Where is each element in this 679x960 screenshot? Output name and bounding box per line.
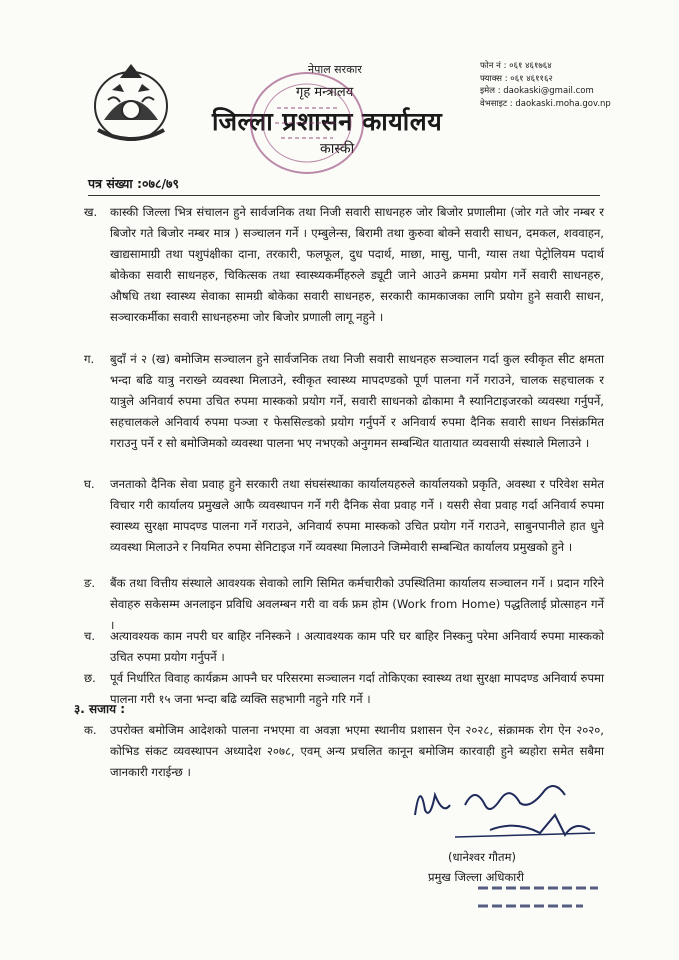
list-marker: च. xyxy=(84,629,96,643)
list-marker: घ. xyxy=(84,477,95,491)
district-name: कास्की xyxy=(320,141,355,157)
phone-text: फोन नं : ०६१ ४६१७६४ xyxy=(480,61,552,71)
website-text: वेभसाइट : daokaski.moha.gov.np xyxy=(480,98,611,109)
list-item-text: उपरोक्त बमोजिम आदेशको पालना नभएमा वा अवज्ञा भएमा स्थानीय प्रशासन ऐन २०२८, संक्रामक रोग ऐन २०२०, कोभिड संकट व्यवस्थापन अध्यादेश २०७८, एवम् अन्य प्रचलित कानून बमोजिम कारवाही हुने ब्यहोरा समेत सबैमा जानकारी गराईन्छ । xyxy=(110,723,604,779)
list-item-kha xyxy=(84,202,604,328)
list-marker: छ. xyxy=(84,671,96,685)
signatory-name: (धानेश्वर गौतम) xyxy=(448,850,516,864)
government-name: नेपाल सरकार xyxy=(308,63,362,76)
list-marker: ख. xyxy=(84,205,98,219)
reference-number: पत्र संख्या :०७८/७९ xyxy=(88,176,180,191)
list-item-gha xyxy=(84,474,604,558)
office-round-stamp xyxy=(247,68,367,178)
nepal-emblem-icon xyxy=(90,60,172,144)
list-item-chha xyxy=(84,668,604,710)
contact-block xyxy=(480,60,611,110)
list-item-text: कास्की जिल्ला भित्र संचालन हुने सार्वजनिक तथा निजी सवारी साधनहरु जोर बिजोर प्रणालीमा (जोर गते जोर नम्बर र बिजोर गते बिजोर नम्बर मात्र ) सञ्चालन गर्ने । एम्बुलेन्स, बिरामी तथा कुरुवा बोक्ने सवारी साधन, दमकल, शववाहन, खाद्यसामाग्री तथा पशुपंक्षीका दाना, तरकारी, फलफूल, दुध पदार्थ, माछा, मासु, पानी, ग्यास तथा पेट्रोलियम पदार्थ बोकेका सवारी साधनहरु, चिकित्सक तथा स्वास्थ्यकर्मीहरुले ड्यूटी जाने आउने क्रममा प्रयोग गर्ने सवारी साधनहरु, औषधि तथा स्वास्थ्य सेवाका सामग्री बोकेका सवारी साधनहरु, सरकारी कामकाजका लागि प्रयोग हुने सवारी साधन, सञ्चारकर्मीका सवारी साधनहरुमा जोर बिजोर प्रणाली लागू नहुने । xyxy=(110,205,604,324)
header-divider xyxy=(88,195,600,196)
handwritten-signature xyxy=(395,775,605,845)
email-text: इमेल : daokaski@gmail.com xyxy=(480,86,594,96)
list-item-cha xyxy=(84,626,604,668)
list-marker: ङ. xyxy=(84,576,96,590)
section-title-penalty: ३. सजाय : xyxy=(74,702,126,716)
list-marker: क. xyxy=(84,723,97,737)
ministry-name: गृह मन्त्रालय xyxy=(296,85,354,100)
list-item-text: पूर्व निर्धारित विवाह कार्यक्रम आफ्नै घर परिसरमा सञ्चालन गर्दा तोकिएका स्वास्थ्य तथा सुरक्षा मापदण्ड अनिवार्य रुपमा पालना गरी १५ जना भन्दा बढि व्यक्ति सहभागी नहुने गरि गर्ने । xyxy=(110,671,604,706)
list-item-text: बैंक तथा वित्तीय संस्थाले आवश्यक सेवाको लागि सिमित कर्मचारीको उपस्थितिमा कार्यालय सञ्चालन गर्ने । प्रदान गरिने सेवाहरु सकेसम्म अनलाइन प्रविधि अवलम्बन गरी वा वर्क फ्रम होम (Work from Home) पद्धतिलाई प्रोत्साहन गर्ने । xyxy=(110,576,604,632)
list-item-text: बुदाँ नं २ (ख) बमोजिम सञ्चालन हुने सार्वजनिक तथा निजी सवारी साधनहरु सञ्चालन गर्दा कुल स्वीकृत सीट क्षमता भन्दा बढि यात्रु नराख्ने व्यवस्था मिलाउने, स्वीकृत स्वास्थ्य मापदण्डको पूर्ण पालना गर्ने गराउने, चालक सहचालक र यात्रुले अनिवार्य रुपमा उचित रुपमा मास्कको प्रयोग गर्ने, सवारी साधनको ढोकामा नै स्यानिटाइजरको व्यवस्था गर्नुपर्ने, सहचालकले अनिवार्य रुपमा पञ्जा र फेससिल्डको प्रयोग गर्नुपर्ने र अनिवार्य रुपमा दैनिक सवारी साधन निसंक्रमित गराउनु पर्ने र सो बमोजिमको व्यवस्था पालना भए नभएको अनुगमन सम्बन्धित यातायात व्यवसायी संस्थाले मिलाउने । xyxy=(110,352,604,450)
list-item-text: अत्यावश्यक काम नपरी घर बाहिर ननिस्कने । अत्यावश्यक काम परि घर बाहिर निस्कनु परेमा अनिवार्य रुपमा मास्कको उचित रुपमा प्रयोग गर्नुपर्ने । xyxy=(110,629,604,664)
list-item-ga xyxy=(84,349,604,454)
fax-text: फ्याक्स : ०६१ ४६११६२ xyxy=(480,73,553,84)
list-marker: ग. xyxy=(84,352,95,366)
signatory-title: प्रमुख जिल्ला अधिकारी xyxy=(428,870,524,884)
list-item-text: जनताको दैनिक सेवा प्रवाह हुने सरकारी तथा संघसंस्थाका कार्यालयहरुले कार्यालयको प्रकृति, अवस्था र परिवेश समेत विचार गरी कार्यालय प्रमुखले आफै व्यवस्थापन गर्ने गरी दैनिक सेवा प्रवाह गर्ने । यसरी सेवा प्रवाह गर्दा अनिवार्य रुपमा स्वास्थ्य सुरक्षा मापदण्ड पालना गर्ने गराउने, अनिवार्य रुपमा मास्कको उचित प्रयोग गर्ने गराउने, साबुनपानीले हात धुने व्यवस्था मिलाउने र नियमित रुपमा सेनिटाइज गर्ने व्यवस्था मिलाउने जिम्मेवारी सम्बन्धित कार्यालय प्रमुखको हुने । xyxy=(110,477,604,554)
office-title: जिल्ला प्रशासन कार्यालय xyxy=(212,107,443,136)
list-item-penalty xyxy=(84,720,604,783)
name-stamp xyxy=(468,868,608,918)
